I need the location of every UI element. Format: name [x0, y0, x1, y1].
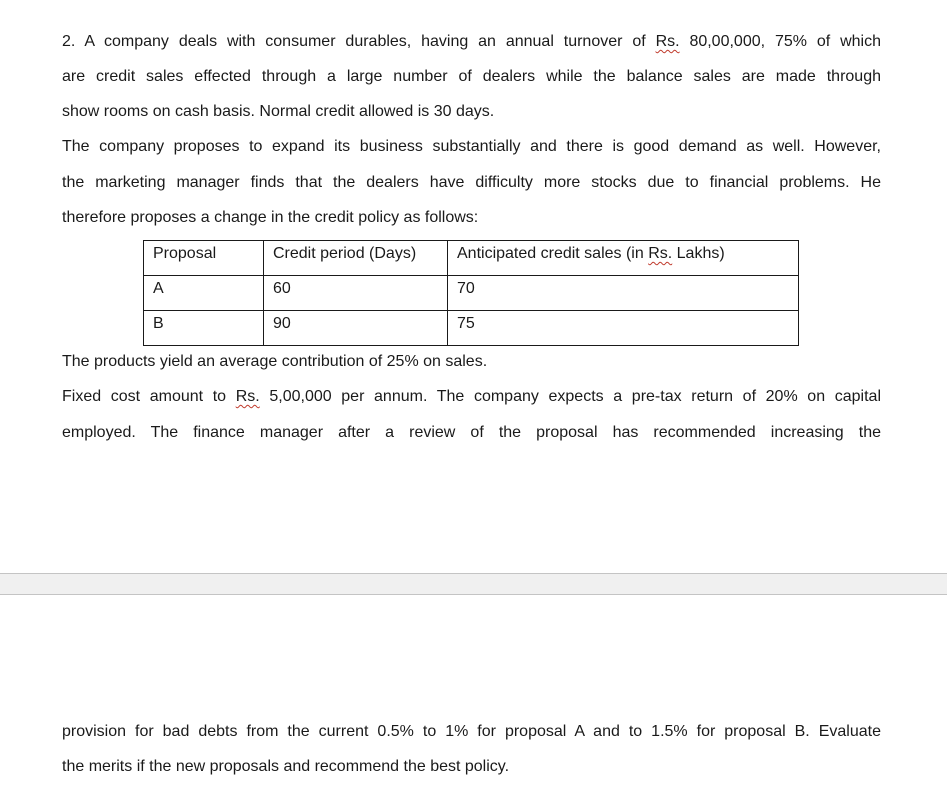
question-line-1-part-2: 80,00,000, 75% of which [679, 33, 881, 50]
table-cell: 90 [264, 311, 448, 346]
page2-line-2: the merits if the new proposals and recommend the best policy. [62, 758, 510, 775]
after-table-line-2-part-1: Fixed cost amount to [62, 388, 236, 405]
question-line-1-part-1: 2. A company deals with consumer durables, having an annual turnover of [62, 33, 656, 50]
header-proposal: Proposal [144, 241, 264, 276]
header-anticipated-sales [448, 241, 799, 276]
header-credit-period: Credit period (Days) [264, 241, 448, 276]
spellcheck-word: Rs. [235, 388, 260, 405]
spellcheck-word: Rs. [648, 245, 673, 262]
table-cell: 75 [448, 311, 799, 346]
table-cell: 70 [448, 276, 799, 311]
question-line-6: therefore proposes a change in the credit policy as follows: [62, 209, 479, 226]
question-line-1 [62, 31, 881, 53]
table-cell: 60 [264, 276, 448, 311]
after-table-line-2-part-2: 5,00,000 per annum. The company expects a pre-tax return of 20% on capital [259, 388, 881, 405]
page2-line-1: provision for bad debts from the current 0.5% to 1% for proposal A and to 1.5% for proposal B. Evaluate [62, 723, 881, 740]
table-cell: B [144, 311, 264, 346]
question-line-3: show rooms on cash basis. Normal credit allowed is 30 days. [62, 103, 495, 120]
table-row [144, 311, 799, 346]
page-2 [0, 595, 947, 792]
after-table-line-3: employed. The finance manager after a review of the proposal has recommended increasing the [62, 424, 881, 441]
table-cell: A [144, 276, 264, 311]
after-table-line-1: The products yield an average contribution of 25% on sales. [62, 353, 488, 370]
table-row [144, 276, 799, 311]
page-break-gap [0, 573, 947, 595]
header-anticipated-sales-part-2: Lakhs) [672, 245, 725, 262]
question-line-2: are credit sales effected through a large number of dealers while the balance sales are made through [62, 68, 881, 85]
header-anticipated-sales-part-1: Anticipated credit sales (in [457, 245, 649, 262]
question-line-5: the marketing manager finds that the dealers have difficulty more stocks due to financial problems. He [62, 174, 881, 191]
spellcheck-word: Rs. [655, 33, 680, 50]
question-line-4: The company proposes to expand its business substantially and there is good demand as well. However, [62, 138, 881, 155]
table-header-row [144, 241, 799, 276]
proposal-table [143, 240, 799, 346]
after-table-line-2 [62, 386, 881, 408]
